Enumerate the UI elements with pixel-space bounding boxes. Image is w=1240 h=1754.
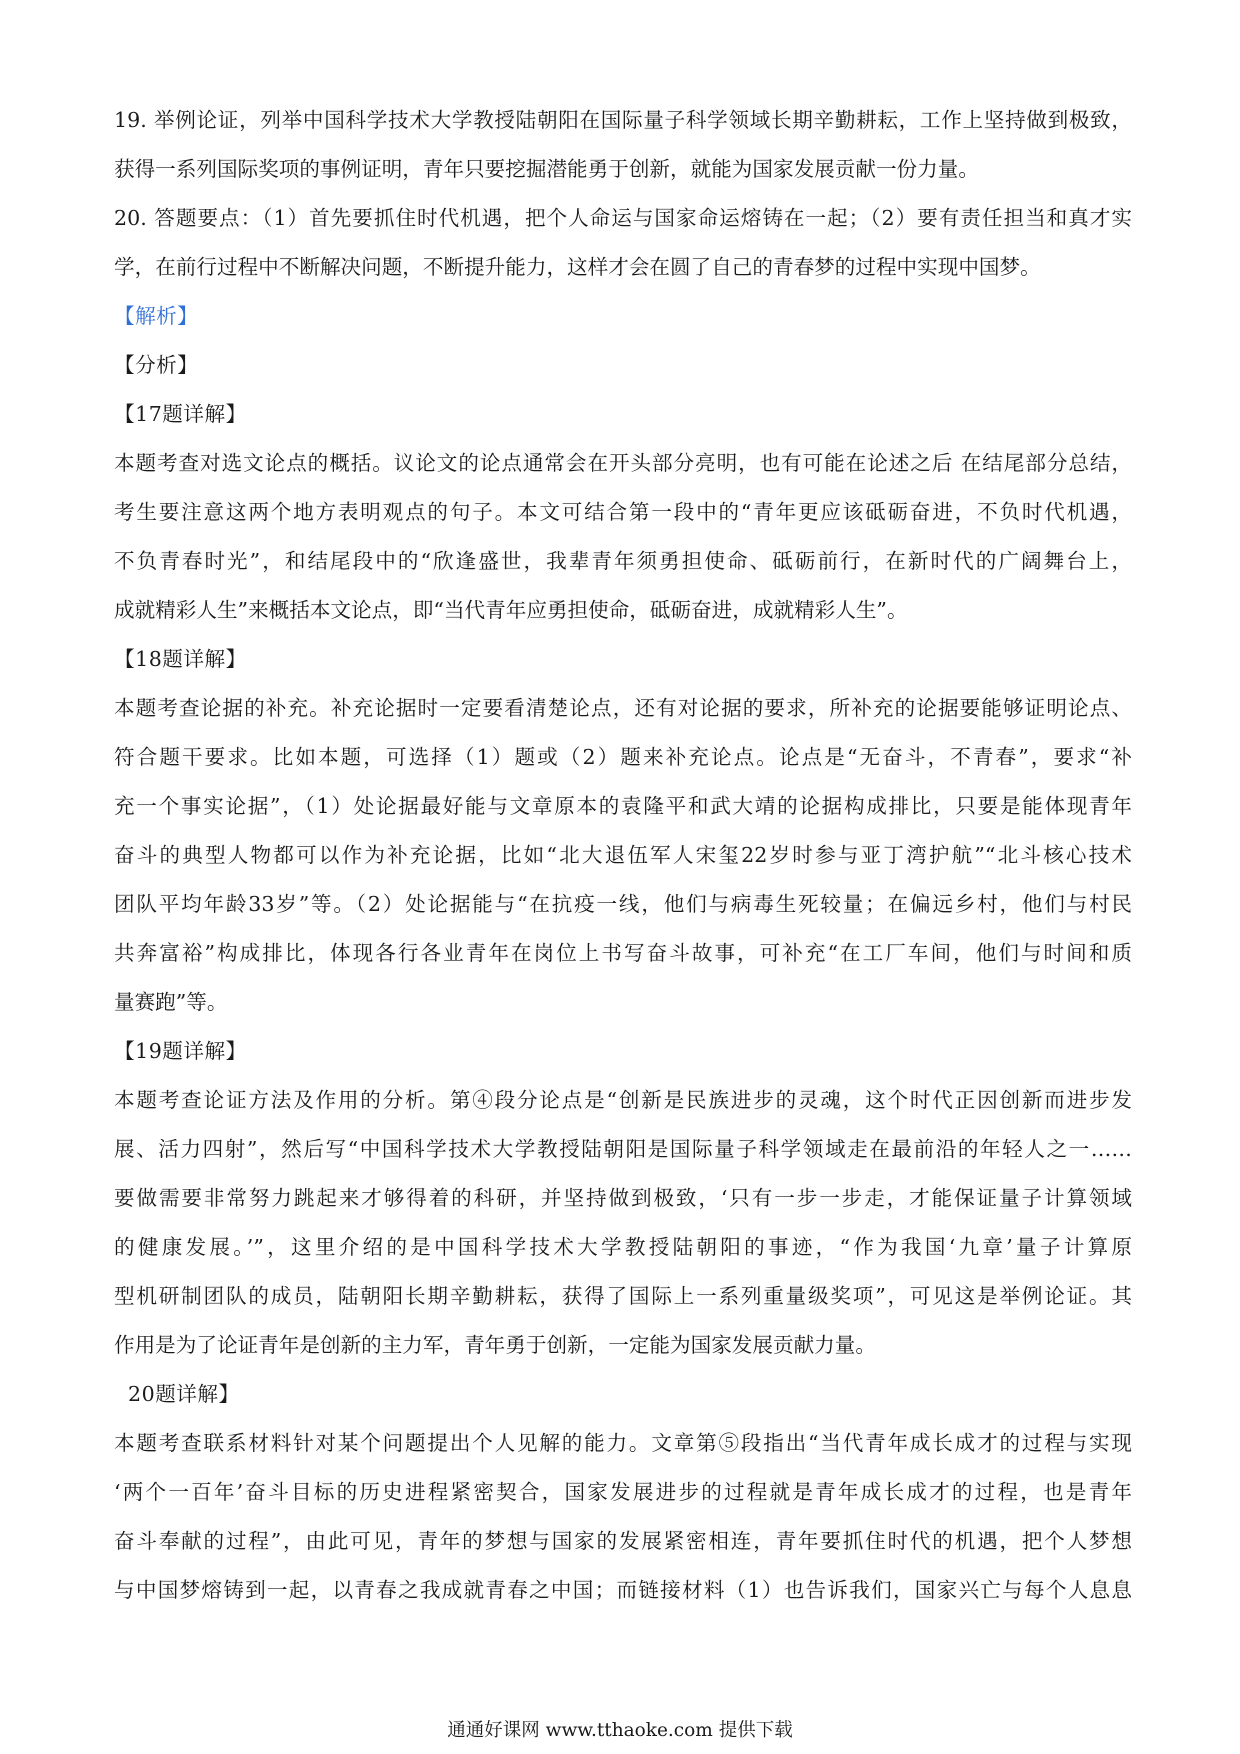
q17-line: 不负青春时光”，和结尾段中的“欣逢盛世，我辈青年须勇担使命、砥砺前行，在新时代的广阔舞台上，: [114, 549, 1132, 573]
q20-line: 奋斗奉献的过程”，由此可见，青年的梦想与国家的发展紧密相连，青年要抓住时代的机遇，把个人梦想: [114, 1529, 1132, 1553]
q20-line: 与中国梦熔铸到一起，以青春之我成就青春之中国；而链接材料（1）也告诉我们，国家兴亡与每个人息息: [114, 1578, 1132, 1602]
q17-line: 成就精彩人生”来概括本文论点，即“当代青年应勇担使命，砥砺奋进，成就精彩人生”。: [114, 598, 908, 622]
q19-line: 的健康发展。’”，这里介绍的是中国科学技术大学教授陆朝阳的事迹，“作为我国‘九章’量子计算原: [114, 1235, 1132, 1259]
document-body: [114, 96, 1132, 1615]
answer-20-line-2: 学，在前行过程中不断解决问题，不断提升能力，这样才会在圆了自己的青春梦的过程中实现中国梦。: [114, 255, 1041, 279]
q17-heading: 【17题详解】: [114, 402, 247, 426]
q18-line: 团队平均年龄33岁”等。（2）处论据能与“在抗疫一线，他们与病毒生死较量；在偏远乡村，他们与村民: [114, 892, 1132, 916]
q19-heading: 【19题详解】: [114, 1039, 247, 1063]
answer-19-line-1: 19. 举例论证，列举中国科学技术大学教授陆朝阳在国际量子科学领域长期辛勤耕耘，工作上坚持做到极致，: [114, 108, 1132, 132]
jiexi-heading: 【解析】: [114, 304, 199, 328]
q18-heading: 【18题详解】: [114, 647, 247, 671]
q18-line: 符合题干要求。比如本题，可选择（1）题或（2）题来补充论点。论点是“无奋斗，不青春”，要求“补: [114, 745, 1132, 769]
q17-line: 本题考查对选文论点的概括。议论文的论点通常会在开头部分亮明，也有可能在论述之后 在结尾部分总结，: [114, 451, 1132, 475]
q19-line: 要做需要非常努力跳起来才够得着的科研，并坚持做到极致，‘只有一步一步走，才能保证量子计算领域: [114, 1186, 1132, 1210]
q20-line: ‘两个一百年’奋斗目标的历史进程紧密契合，国家发展进步的过程就是青年成长成才的过程，也是青年: [114, 1480, 1132, 1504]
answer-19-line-2: 获得一系列国际奖项的事例证明，青年只要挖掘潜能勇于创新，就能为国家发展贡献一份力量。: [114, 157, 979, 181]
q20-line: 本题考查联系材料针对某个问题提出个人见解的能力。文章第⑤段指出“当代青年成长成才的过程与实现: [114, 1431, 1132, 1455]
q18-line: 共奔富裕”构成排比，体现各行各业青年在岗位上书写奋斗故事，可补充“在工厂车间，他们与时间和质: [114, 941, 1132, 965]
q18-line: 奋斗的典型人物都可以作为补充论据，比如“北大退伍军人宋玺22岁时参与亚丁湾护航”“北斗核心技术: [114, 843, 1132, 867]
page-footer: 通通好课网 www.tthaoke.com 提供下载: [447, 1720, 793, 1741]
q19-line: 展、活力四射”，然后写“中国科学技术大学教授陆朝阳是国际量子科学领域走在最前沿的年轻人之一……: [114, 1137, 1132, 1161]
q19-line: 作用是为了论证青年是创新的主力军，青年勇于创新，一定能为国家发展贡献力量。: [114, 1333, 876, 1357]
q17-line: 考生要注意这两个地方表明观点的句子。本文可结合第一段中的“青年更应该砥砺奋进，不负时代机遇，: [114, 500, 1132, 524]
answer-20-line-1: 20. 答题要点：（1）首先要抓住时代机遇，把个人命运与国家命运熔铸在一起；（2）要有责任担当和真才实: [114, 206, 1132, 230]
q18-line: 量赛跑”等。: [114, 990, 228, 1014]
q18-line: 充一个事实论据”，（1）处论据最好能与文章原本的袁隆平和武大靖的论据构成排比，只要是能体现青年: [114, 794, 1132, 818]
q18-line: 本题考查论据的补充。补充论据时一定要看清楚论点，还有对论据的要求，所补充的论据要能够证明论点、: [114, 696, 1132, 720]
q20-heading: 20题详解】: [128, 1382, 240, 1406]
q19-line: 本题考查论证方法及作用的分析。第④段分论点是“创新是民族进步的灵魂，这个时代正因创新而进步发: [114, 1088, 1132, 1112]
fenxi-heading: 【分析】: [114, 353, 199, 377]
q19-line: 型机研制团队的成员，陆朝阳长期辛勤耕耘，获得了国际上一系列重量级奖项”，可见这是举例论证。其: [114, 1284, 1132, 1308]
